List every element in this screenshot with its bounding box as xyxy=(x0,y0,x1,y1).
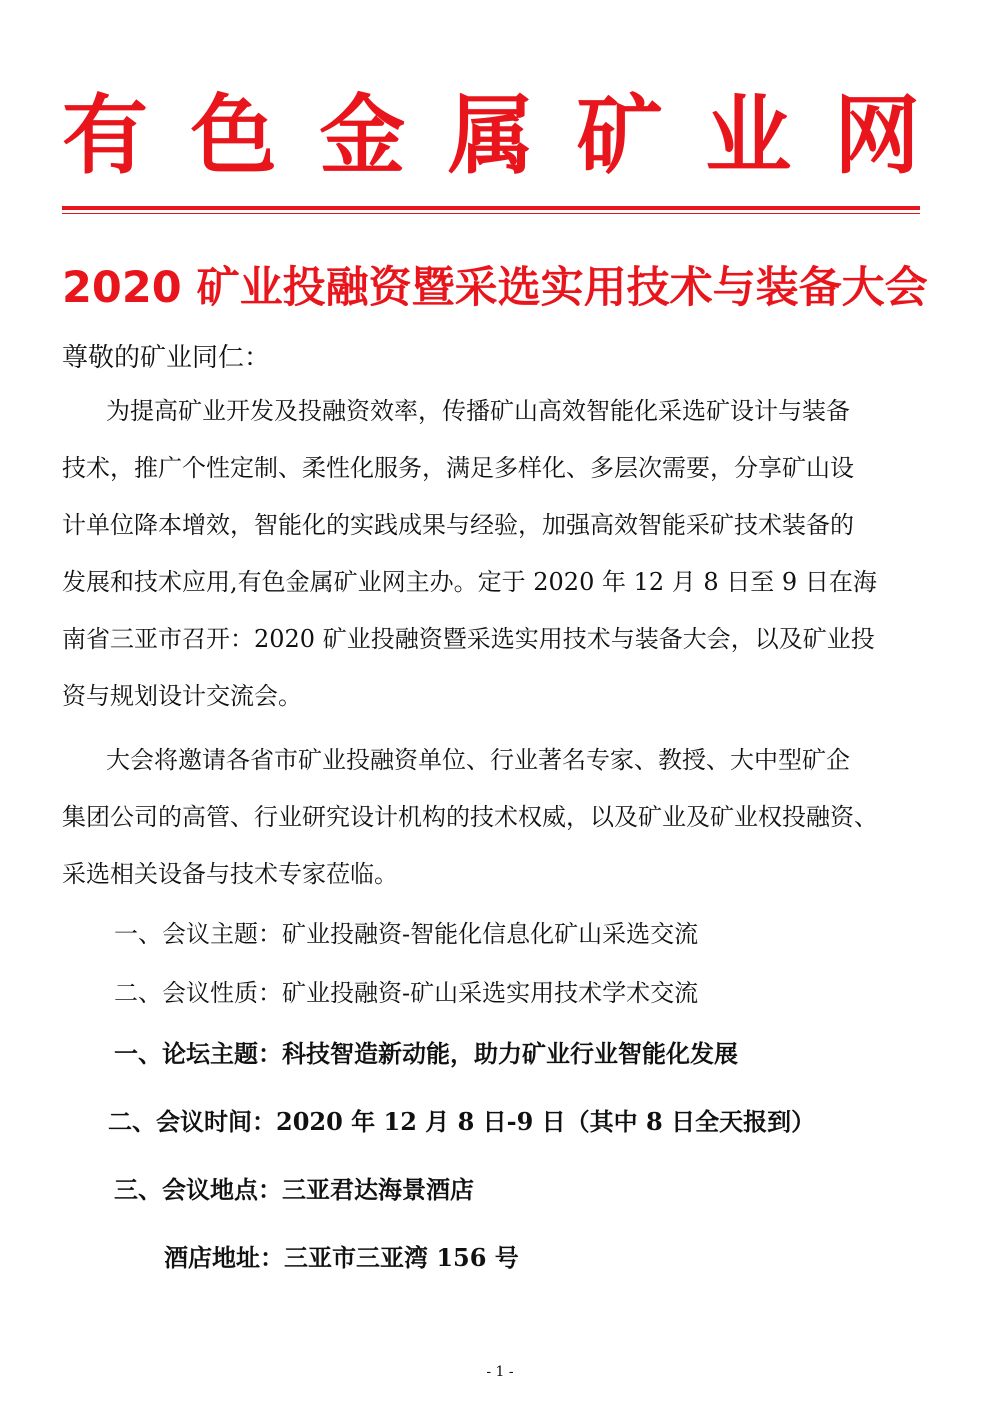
paragraph-1-line: 计单位降本增效，智能化的实践成果与经验，加强高效智能采矿技术装备的 xyxy=(62,511,854,539)
paragraph-2-line: 大会将邀请各省市矿业投融资单位、行业著名专家、教授、大中型矿企 xyxy=(106,746,850,774)
forum-theme: 一、论坛主题：科技智造新动能，助力矿业行业智能化发展 xyxy=(114,1039,738,1068)
paragraph-1-line: 技术，推广个性定制、柔性化服务，满足多样化、多层次需要，分享矿山设 xyxy=(62,454,854,482)
salutation: 尊敬的矿业同仁： xyxy=(62,343,271,373)
masthead xyxy=(62,86,920,186)
page-number: - 1 - xyxy=(486,1364,514,1380)
meeting-place: 三、会议地点：三亚君达海景酒店 xyxy=(114,1175,474,1204)
masthead-char: 有 xyxy=(62,86,148,186)
masthead-char: 属 xyxy=(447,86,534,186)
masthead-rule-thick xyxy=(62,206,920,210)
meeting-nature: 二、会议性质：矿业投融资-矿山采选实用技术学术交流 xyxy=(114,979,699,1007)
paragraph-1-line: 为提高矿业开发及投融资效率，传播矿山高效智能化采选矿设计与装备 xyxy=(106,397,850,425)
meeting-theme: 一、会议主题：矿业投融资-智能化信息化矿山采选交流 xyxy=(114,920,699,948)
masthead-char: 金 xyxy=(319,86,406,186)
paragraph-1-line: 南省三亚市召开：2020 矿业投融资暨采选实用技术与装备大会，以及矿业投 xyxy=(62,625,875,653)
masthead-rule-thin xyxy=(62,213,920,214)
masthead-char: 矿 xyxy=(576,86,663,186)
paragraph-1-line: 资与规划设计交流会。 xyxy=(62,682,302,710)
paragraph-1-line: 发展和技术应用,有色金属矿业网主办。定于 2020 年 12 月 8 日至 9 日在海 xyxy=(62,568,877,596)
masthead-char: 业 xyxy=(705,86,792,186)
masthead-char: 色 xyxy=(190,86,277,186)
hotel-address: 酒店地址：三亚市三亚湾 156 号 xyxy=(164,1243,519,1272)
paragraph-2-line: 采选相关设备与技术专家莅临。 xyxy=(62,860,398,888)
masthead-char: 网 xyxy=(833,86,920,186)
meeting-time: 二、会议时间：2020 年 12 月 8 日-9 日（其中 8 日全天报到） xyxy=(108,1107,816,1136)
paragraph-2-line: 集团公司的高管、行业研究设计机构的技术权威，以及矿业及矿业权投融资、 xyxy=(62,803,878,831)
document-title: 2020 矿业投融资暨采选实用技术与装备大会 xyxy=(62,263,928,313)
